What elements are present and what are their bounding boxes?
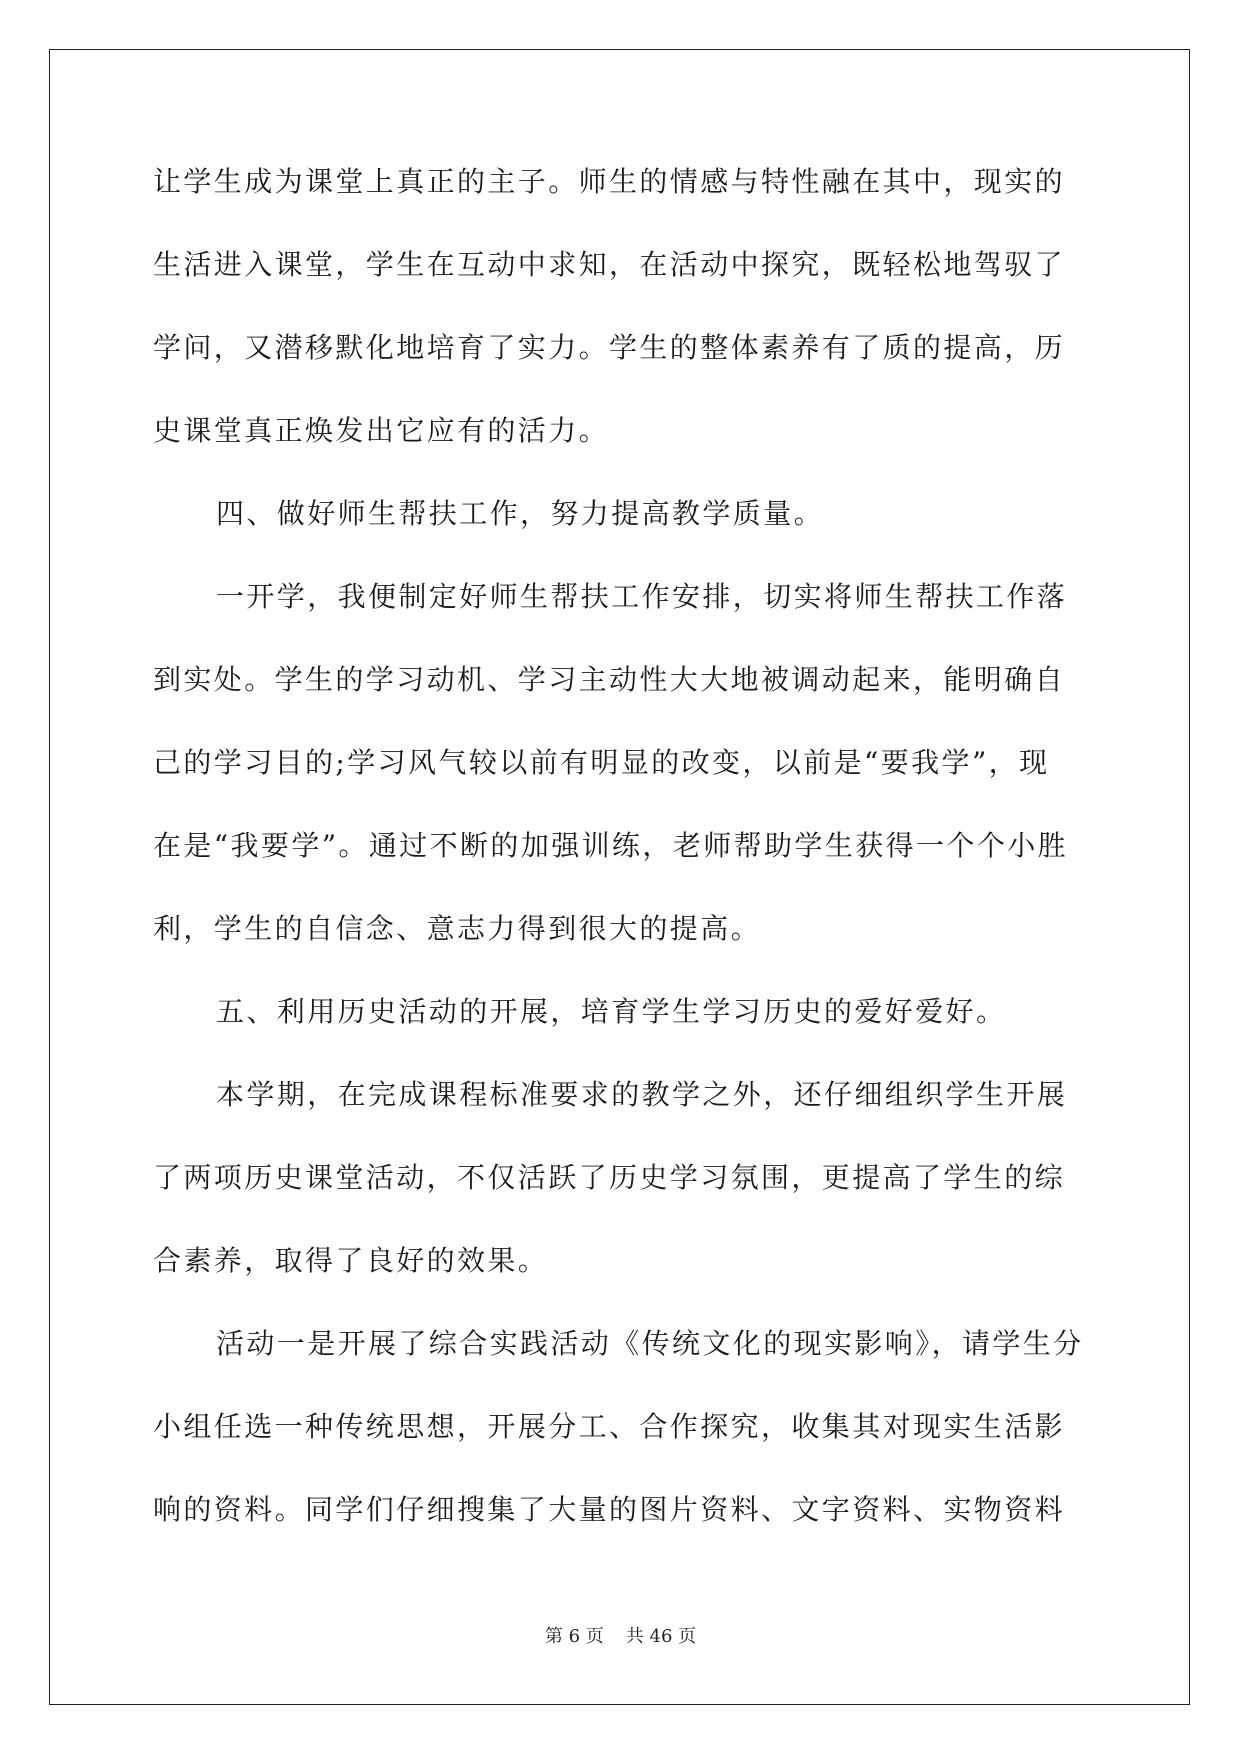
text-line: 己的学习目的;学习风气较以前有明显的改变，以前是“要我学”，现 xyxy=(153,746,1050,779)
section-heading: 五、利用历史活动的开展，培育学生学习历史的爱好爱好。 xyxy=(216,995,1007,1028)
text-line: 响的资料。同学们仔细搜集了大量的图片资料、文字资料、实物资料 xyxy=(153,1493,1066,1526)
text-line: 了两项历史课堂活动，不仅活跃了历史学习氛围，更提高了学生的综 xyxy=(153,1161,1066,1194)
text-line: 学问，又潜移默化地培育了实力。学生的整体素养有了质的提高，历 xyxy=(153,331,1066,364)
text-line: 到实处。学生的学习动机、学习主动性大大地被调动起来，能明确自 xyxy=(153,663,1066,696)
text-line: 史课堂真正焕发出它应有的活力。 xyxy=(153,414,610,447)
page-number: 第 6 页 xyxy=(544,1626,604,1647)
text-line: 让学生成为课堂上真正的主子。师生的情感与特性融在其中，现实的 xyxy=(153,165,1066,198)
text-line: 活动一是开展了综合实践活动《传统文化的现实影响》，请学生分 xyxy=(216,1327,1084,1360)
document-body xyxy=(153,152,1088,1563)
section-heading: 四、做好师生帮扶工作，努力提高教学质量。 xyxy=(216,497,825,530)
text-line: 合素养，取得了良好的效果。 xyxy=(153,1244,549,1277)
text-line: 利，学生的自信念、意志力得到很大的提高。 xyxy=(153,912,762,945)
text-line: 生活进入课堂，学生在互动中求知，在活动中探究，既轻松地驾驭了 xyxy=(153,248,1066,281)
text-line: 小组任选一种传统思想，开展分工、合作探究，收集其对现实生活影 xyxy=(153,1410,1066,1443)
page-total: 共 46 页 xyxy=(625,1626,697,1647)
page-footer xyxy=(0,1622,1241,1648)
text-line: 一开学，我便制定好师生帮扶工作安排，切实将师生帮扶工作落 xyxy=(216,580,1068,613)
text-line: 在是“我要学”。通过不断的加强训练，老师帮助学生获得一个个小胜 xyxy=(153,829,1069,862)
text-line: 本学期，在完成课程标准要求的教学之外，还仔细组织学生开展 xyxy=(216,1078,1068,1111)
